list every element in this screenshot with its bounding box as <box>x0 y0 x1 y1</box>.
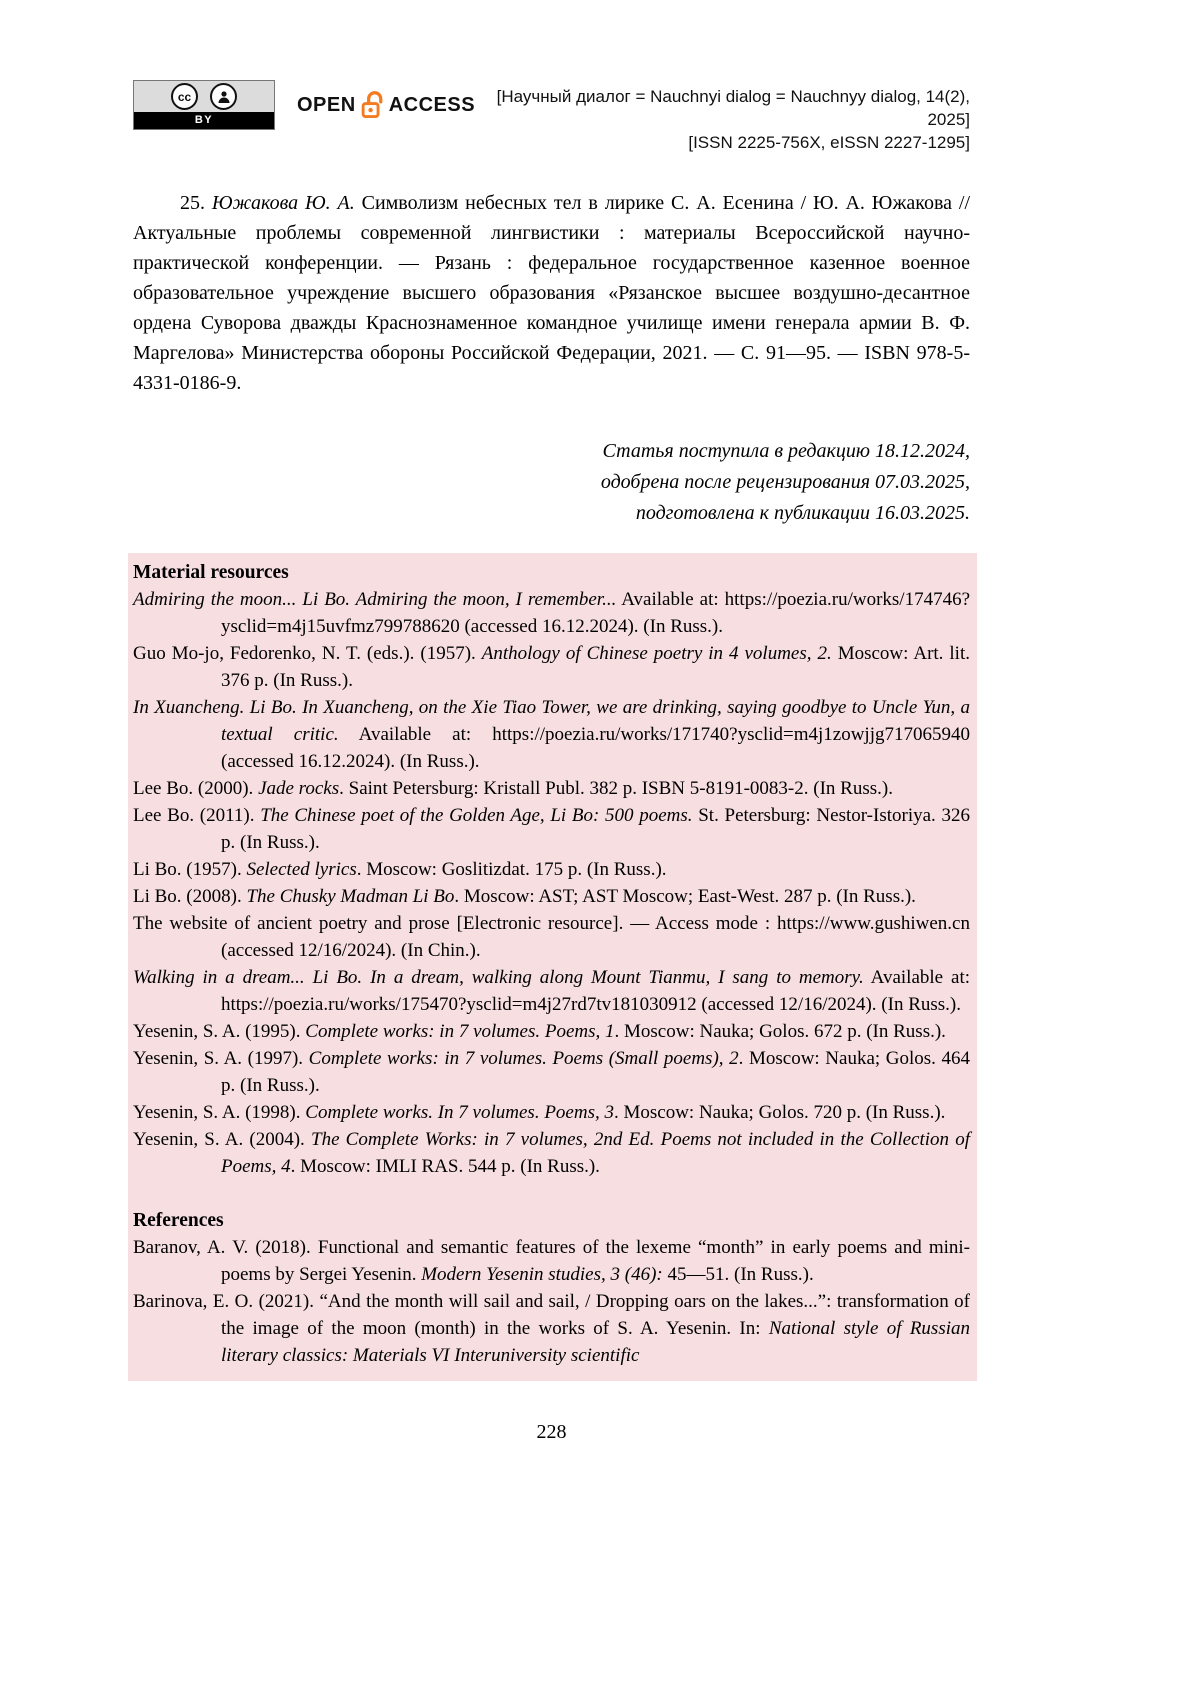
reference-entry: Yesenin, S. A. (1998). Complete works. In 7 volumes. Poems, 3. Moscow: Nauka; Golos. 720 p. (In Russ.). <box>133 1102 946 1123</box>
cc-icon: cc <box>171 83 198 110</box>
submission-prepared-line: подготовлена к публикации 16.03.2025. <box>635 502 970 524</box>
cc-by-label: BY <box>134 112 274 129</box>
page-header <box>133 80 970 154</box>
reference-entry: Yesenin, S. A. (1997). Complete works: in 7 volumes. Poems (Small poems), 2. Moscow: Nauka; Golos. 464 p. (In Russ.). <box>133 1048 970 1096</box>
reference-entry: In Xuancheng. Li Bo. In Xuancheng, on the Xie Tiao Tower, we are drinking, saying goodbye to Uncle Yun, a textual critic. Available at: https://poezia.ru/works/171740?ysclid=m4j1zowjjg717065940 (accessed 16.12.2024). (In Russ.). <box>133 697 970 772</box>
reference-entry: Guo Mo-jo, Fedorenko, N. T. (eds.). (1957). Anthology of Chinese poetry in 4 volumes, 2. Moscow: Art. lit. 376 p. (In Russ.). <box>133 643 970 691</box>
reference-entry: The website of ancient poetry and prose [Electronic resource]. — Access mode : https://www.gushiwen.cn (accessed 12/16/2024). (In Chin.). <box>133 913 970 961</box>
open-lock-icon <box>361 89 384 122</box>
submission-approved-line: одобрена после рецензирования 07.03.2025, <box>600 471 970 493</box>
references-list <box>133 1234 970 1369</box>
license-badges <box>133 80 475 130</box>
journal-meta <box>475 80 970 154</box>
person-icon <box>210 83 237 110</box>
reference-entry: Admiring the moon... Li Bo. Admiring the moon, I remember... Available at: https://poezia.ru/works/174746?ysclid=m4j15uvfmz799788620 (accessed 16.12.2024). (In Russ.). <box>133 589 971 637</box>
open-access-access-label: ACCESS <box>388 94 476 116</box>
reference-entry: Walking in a dream... Li Bo. In a dream, walking along Mount Tianmu, I sang to memory. Available at: https://poezia.ru/works/175470?ysclid=m4j27rd7tv181030912 (accessed 12/16/2024). (In Russ.). <box>133 967 970 1015</box>
page-number: 228 <box>536 1421 567 1443</box>
submission-received-line: Статья поступила в редакцию 18.12.2024, <box>602 440 970 462</box>
journal-title-line: [Научный диалог = Nauchnyi dialog = Nauchnyy dialog, 14(2), 2025] <box>496 87 970 129</box>
reference-entry: Yesenin, S. A. (1995). Complete works: in 7 volumes. Poems, 1. Moscow: Nauka; Golos. 672 p. (In Russ.). <box>133 1021 946 1042</box>
material-resources-list <box>133 586 970 1180</box>
open-access-logo <box>297 80 475 122</box>
cc-by-badge <box>133 80 275 130</box>
reference-entry: Li Bo. (1957). Selected lyrics. Moscow: Goslitizdat. 175 p. (In Russ.). <box>133 859 667 880</box>
bibliography-item-25: 25. Южакова Ю. А. Символизм небесных тел в лирике С. А. Есенина / Ю. А. Южакова // Актуальные проблемы современной лингвистики : материалы Всероссийской научно-практической конференции. — Рязань : федеральное государственное казенное военное образовательное учреждение высшего образования «Рязанское высшее воздушно-десантное ордена Суворова дважды Краснознаменное командное училище имени генерала армии В. Ф. Маргелова» Министерства обороны Российской Федерации, 2021. — С. 91—95. — ISBN 978-5-4331-0186-9. <box>133 192 971 394</box>
reference-entry: Lee Bo. (2011). The Chinese poet of the Golden Age, Li Bo: 500 poems. St. Petersburg: Nestor-Istoriya. 326 p. (In Russ.). <box>133 805 970 853</box>
reference-entry: Li Bo. (2008). The Chusky Madman Li Bo. Moscow: AST; AST Moscow; East-West. 287 p. (In Russ.). <box>133 886 916 907</box>
reference-entry: Barinova, E. O. (2021). “And the month will sail and sail, / Dropping oars on the lakes...”: transformation of the image of the moon (month) in the works of S. A. Yesenin. In: National style of Russian literary classics: Materials VI Interuniversity scientific <box>133 1291 970 1366</box>
cc-badge-icons <box>134 81 274 112</box>
references-heading: References <box>133 1210 224 1231</box>
open-access-open-label: OPEN <box>297 94 356 116</box>
reference-entry: Baranov, A. V. (2018). Functional and semantic features of the lexeme “month” in early poems and mini-poems by Sergei Yesenin. Modern Yesenin studies, 3 (46): 45—51. (In Russ.). <box>133 1237 970 1285</box>
references-section <box>133 1207 970 1369</box>
material-resources-section <box>133 559 970 1180</box>
reference-entry: Lee Bo. (2000). Jade rocks. Saint Petersburg: Kristall Publ. 382 p. ISBN 5-8191-0083-2. (In Russ.). <box>133 778 893 799</box>
material-resources-heading: Material resources <box>133 562 289 583</box>
reference-entry: Yesenin, S. A. (2004). The Complete Works: in 7 volumes, 2nd Ed. Poems not included in the Collection of Poems, 4. Moscow: IMLI RAS. 544 p. (In Russ.). <box>133 1129 970 1177</box>
submission-dates <box>133 436 970 529</box>
highlighted-references-block <box>128 553 977 1381</box>
journal-issn-line: [ISSN 2225-756X, eISSN 2227-1295] <box>688 133 970 152</box>
